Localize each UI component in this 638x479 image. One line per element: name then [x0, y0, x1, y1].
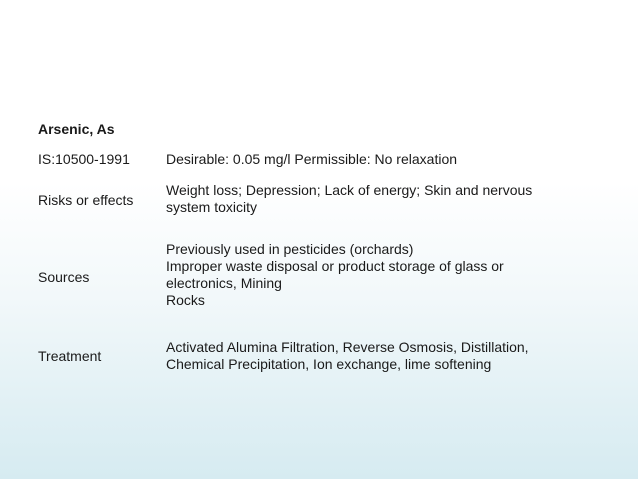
sources-line: Rocks [166, 292, 205, 308]
standard-label: IS:10500-1991 [38, 151, 130, 167]
sources-line: Improper waste disposal or product storage of glass or [166, 258, 504, 274]
treatment-line: Activated Alumina Filtration, Reverse Osmosis, Distillation, [166, 339, 529, 355]
risks-label: Risks or effects [38, 192, 134, 208]
treatment-value [166, 339, 606, 373]
sources-value [166, 241, 606, 309]
treatment-line: Chemical Precipitation, Ion exchange, lime softening [166, 356, 492, 372]
row-sources [38, 241, 608, 321]
sources-label: Sources [38, 269, 90, 285]
risks-line: system toxicity [166, 199, 258, 215]
row-standard [38, 151, 608, 171]
risks-value [166, 182, 606, 216]
sources-line: Previously used in pesticides (orchards) [166, 241, 414, 257]
treatment-label: Treatment [38, 348, 102, 364]
standard-value [166, 151, 606, 168]
sources-line: electronics, Mining [166, 275, 282, 291]
row-risks [38, 182, 608, 222]
slide-title: Arsenic, As [38, 121, 115, 137]
standard-value-text: Desirable: 0.05 mg/l Permissible: No relaxation [166, 151, 458, 167]
row-treatment [38, 339, 608, 379]
risks-line: Weight loss; Depression; Lack of energy; Skin and nervous [166, 182, 533, 198]
